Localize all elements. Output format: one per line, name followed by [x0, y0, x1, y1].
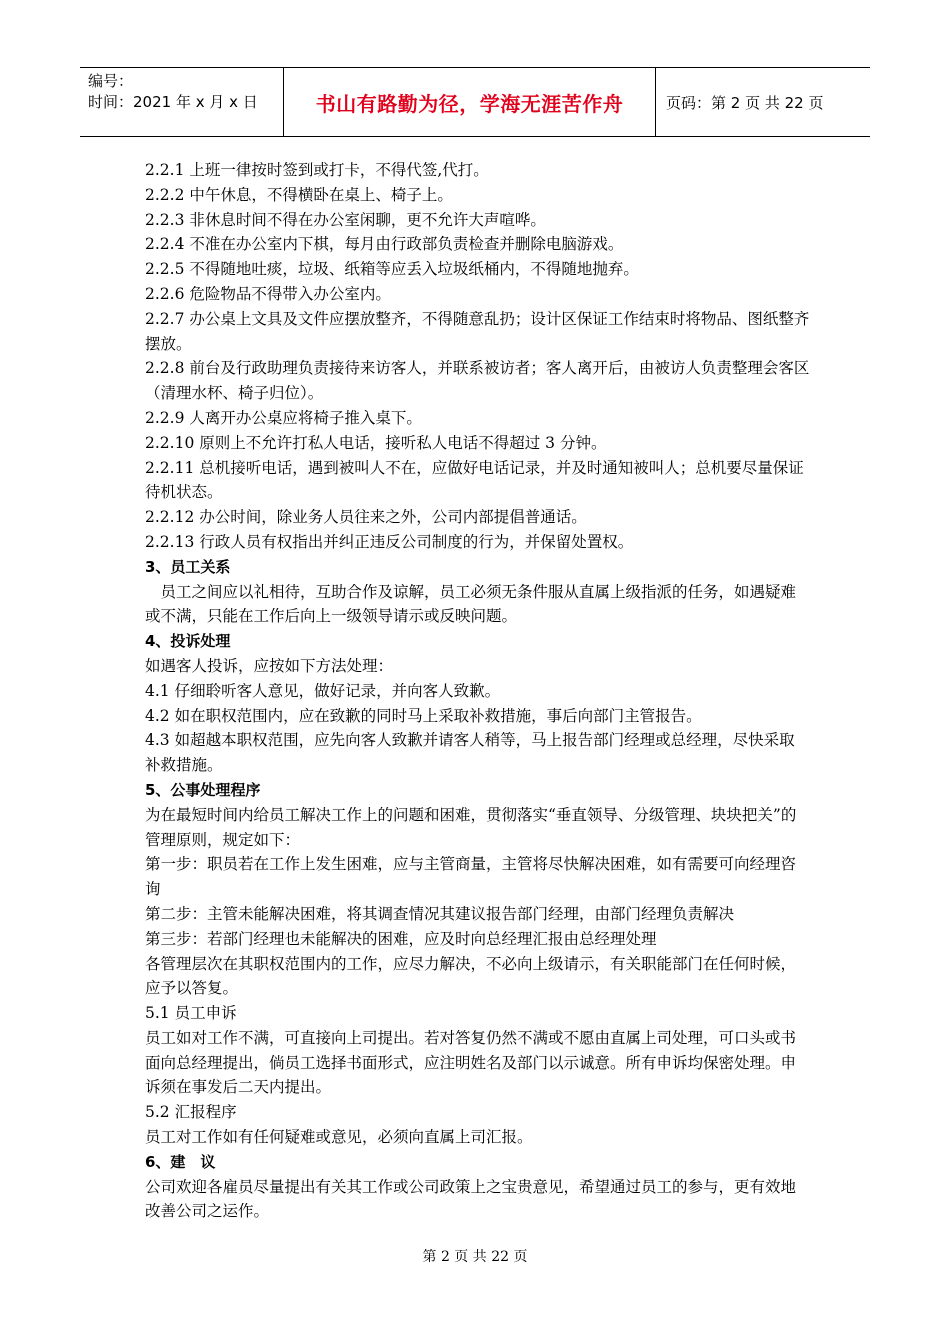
paragraph: 员工之间应以礼相待，互助合作及谅解，员工必须无条件服从直属上级指派的任务，如遇疑难或不满，只能在工作后向上一级领导请示或反映问题。 — [145, 582, 797, 626]
header-info-cell — [80, 68, 283, 136]
document-body — [145, 158, 810, 1224]
section-heading: 3、员工关系 — [145, 557, 231, 576]
section-heading: 4、投诉处理 — [145, 632, 231, 651]
paragraph: 2.2.8 前台及行政助理负责接待来访客人，并联系被访者；客人离开后，由被访人负责整理会客区（清理水杯、椅子归位）。 — [145, 359, 810, 403]
paragraph: 2.2.10 原则上不允许打私人电话，接听私人电话不得超过 3 分钟。 — [145, 433, 607, 452]
paragraph: 2.2.6 危险物品不得带入办公室内。 — [145, 284, 391, 303]
paragraph: 各管理层次在其职权范围内的工作，应尽力解决，不必向上级请示，有关职能部门在任何时候，应予以答复。 — [145, 954, 797, 998]
paragraph: 4.1 仔细聆听客人意见，做好记录，并向客人致歉。 — [145, 681, 501, 700]
paragraph: 5.2 汇报程序 — [145, 1103, 237, 1122]
paragraph: 如遇客人投诉，应按如下方法处理： — [145, 656, 394, 675]
paragraph: 员工对工作如有任何疑难或意见，必须向直属上司汇报。 — [145, 1128, 533, 1147]
paragraph: 2.2.12 办公时间，除业务人员往来之外，公司内部提倡普通话。 — [145, 508, 587, 527]
paragraph: 员工如对工作不满，可直接向上司提出。若对答复仍然不满或不愿由直属上司处理，可口头或书面向总经理提出，倘员工选择书面形式，应注明姓名及部门以示诚意。所有申诉均保密处理。申诉须在事发后二天内提出。 — [145, 1028, 797, 1097]
section-heading: 5、公事处理程序 — [145, 780, 261, 799]
page-code-cell — [656, 68, 870, 136]
paragraph: 4.3 如超越本职权范围，应先向客人致歉并请客人稍等，马上报告部门经理或总经理，尽快采取补救措施。 — [145, 731, 795, 775]
paragraph: 2.2.3 非休息时间不得在办公室闲聊，更不允许大声喧哗。 — [145, 210, 546, 229]
paragraph: 2.2.5 不得随地吐痰，垃圾、纸箱等应丢入垃圾纸桶内，不得随地抛弃。 — [145, 260, 639, 279]
header-page-code: 页码：第 2 页 共 22 页 — [666, 93, 824, 112]
paragraph: 2.2.2 中午休息，不得横卧在桌上、椅子上。 — [145, 185, 453, 204]
paragraph: 第二步：主管未能解决困难，将其调查情况其建议报告部门经理，由部门经理负责解决 — [145, 904, 735, 923]
document-number-label: 编号： — [88, 72, 134, 90]
paragraph: 2.2.4 不准在办公室内下棋，每月由行政部负责检查并删除电脑游戏。 — [145, 235, 624, 254]
paragraph: 公司欢迎各雇员尽量提出有关其工作或公司政策上之宝贵意见，希望通过员工的参与，更有效地改善公司之运作。 — [145, 1177, 797, 1221]
paragraph: 第三步：若部门经理也未能解决的困难，应及时向总经理汇报由总经理处理 — [145, 929, 657, 948]
paragraph: 2.2.11 总机接听电话，遇到被叫人不在，应做好电话记录，并及时通知被叫人；总机要尽量保证待机状态。 — [145, 458, 804, 502]
page-footer — [0, 1246, 950, 1266]
section-heading: 6、建 议 — [145, 1152, 216, 1171]
header-motto: 书山有路勤为径，学海无涯苦作舟 — [315, 91, 624, 116]
footer-page-number: 第 2 页 共 22 页 — [422, 1249, 528, 1265]
paragraph: 为在最短时间内给员工解决工作上的问题和困难，贯彻落实“垂直领导、分级管理、块块把关”的管理原则，规定如下： — [145, 805, 797, 849]
paragraph: 4.2 如在职权范围内，应在致歉的同时马上采取补救措施，事后向部门主管报告。 — [145, 706, 702, 725]
paragraph: 5.1 员工申诉 — [145, 1004, 237, 1023]
motto-cell — [283, 68, 656, 136]
paragraph: 2.2.13 行政人员有权指出并纠正违反公司制度的行为，并保留处置权。 — [145, 532, 634, 551]
paragraph: 第一步：职员若在工作上发生困难，应与主管商量，主管将尽快解决困难，如有需要可向经理咨询 — [145, 855, 797, 899]
paragraph: 2.2.9 人离开办公桌应将椅子推入桌下。 — [145, 408, 422, 427]
paragraph: 2.2.1 上班一律按时签到或打卡，不得代签,代打。 — [145, 161, 489, 179]
header-table — [80, 67, 870, 137]
document-date: 时间：2021 年 x 月 x 日 — [88, 93, 258, 111]
paragraph: 2.2.7 办公桌上文具及文件应摆放整齐，不得随意乱扔；设计区保证工作结束时将物品、图纸整齐摆放。 — [145, 309, 810, 353]
